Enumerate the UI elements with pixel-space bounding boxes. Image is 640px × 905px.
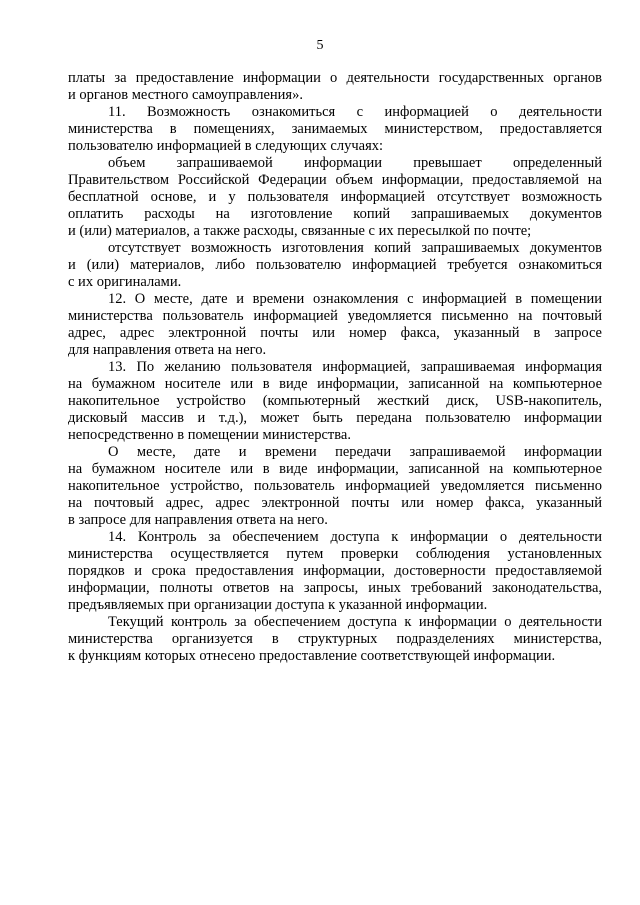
text-line: 11. Возможность ознакомиться с информацией о деятельности <box>108 104 602 120</box>
text-line: и органов местного самоуправления». <box>68 87 303 103</box>
text-line: непосредственно в помещении министерства. <box>68 427 351 443</box>
text-line: порядков и срока предоставления информации, достоверности предоставляемой <box>68 563 602 579</box>
text-line: адрес, адрес электронной почты или номер факса, указанный в запросе <box>68 325 602 341</box>
text-line: министерства в помещениях, занимаемых министерством, предоставляется <box>68 121 602 137</box>
text-line: накопительное устройство (компьютерный жесткий диск, USB-накопитель, <box>68 393 602 409</box>
page-number: 5 <box>316 38 324 53</box>
text-line: и (или) материалов, а также расходы, связанные с их пересылкой по почте; <box>68 223 532 239</box>
text-line: на почтовый адрес, адрес электронной почты или номер факса, указанный <box>68 495 602 511</box>
text-line: дисковый массив и т.д.), может быть передана пользователю информации <box>68 410 602 426</box>
text-line: в запросе для направления ответа на него. <box>68 512 328 528</box>
text-line: накопительное устройство, пользователь информацией уведомляется письменно <box>68 478 602 494</box>
text-line: оплатить расходы на изготовление копий запрашиваемых документов <box>68 206 602 222</box>
text-line: О месте, дате и времени передачи запрашиваемой информации <box>108 444 602 460</box>
text-line: 14. Контроль за обеспечением доступа к информации о деятельности <box>108 529 602 545</box>
text-line: министерства пользователь информацией уведомляется письменно на почтовый <box>68 308 602 324</box>
text-line: информации, полноты ответов на запросы, иных требований законодательства, <box>68 580 602 596</box>
text-line: предъявляемых при организации доступа к указанной информации. <box>68 597 488 613</box>
text-line: министерства организуется в структурных подразделениях министерства, <box>68 631 602 647</box>
text-line: платы за предоставление информации о деятельности государственных органов <box>68 70 602 86</box>
text-line: и (или) материалов, либо пользователю информацией требуется ознакомиться <box>68 257 602 273</box>
text-line: на бумажном носителе или в виде информации, записанной на компьютерное <box>68 376 602 392</box>
text-line: к функциям которых отнесено предоставление соответствующей информации. <box>68 648 556 664</box>
text-line: 12. О месте, дате и времени ознакомления с информацией в помещении <box>108 291 602 307</box>
text-line: отсутствует возможность изготовления копий запрашиваемых документов <box>108 240 602 256</box>
text-line: объем запрашиваемой информации превышает определенный <box>108 155 602 171</box>
text-line: Правительством Российской Федерации объем информации, предоставляемой на <box>68 172 602 188</box>
text-line: Текущий контроль за обеспечением доступа к информации о деятельности <box>108 614 602 630</box>
text-line: министерства осуществляется путем проверки соблюдения установленных <box>68 546 602 562</box>
text-line: с их оригиналами. <box>68 274 182 290</box>
text-line: для направления ответа на него. <box>68 342 267 358</box>
text-line: на бумажном носителе или в виде информации, записанной на компьютерное <box>68 461 602 477</box>
text-line: 13. По желанию пользователя информацией, запрашиваемая информация <box>108 359 602 375</box>
text-line: бесплатной основе, и у пользователя информацией отсутствует возможность <box>68 189 602 205</box>
text-line: пользователю информацией в следующих случаях: <box>68 138 384 154</box>
